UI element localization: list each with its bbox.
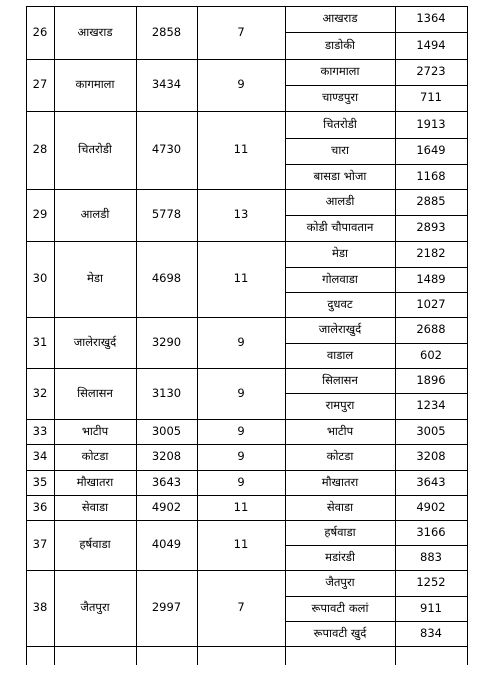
panchayat-name: सेवाडा [81,499,109,514]
village-name: मडांरडी [325,549,355,564]
ward-count: 9 [237,449,245,464]
panchayat-population: 3208 [151,449,182,464]
village-name: कोटडा [326,449,354,464]
village-name: डाडोकी [324,37,356,52]
panchayat-name: आलडी [80,207,110,222]
village-population: 2723 [416,64,446,79]
village-name: कागमाला [320,64,360,79]
panchayat-population: 3434 [151,77,182,92]
panchayat-population: 3130 [151,385,182,400]
ward-count: 9 [237,385,245,400]
village-population: 3005 [416,423,446,438]
village-population: 2182 [416,246,446,261]
village-population: 4902 [416,499,446,514]
village-population: 1252 [416,575,446,590]
village-name: सिलासन [322,372,358,387]
village-name: सेवाडा [326,499,354,514]
panchayat-name: चितरोडी [78,142,112,157]
serial-number: 34 [32,449,48,464]
panchayat-name: जालेराखुर्द [73,334,117,349]
ward-count: 11 [233,499,249,514]
panchayat-population: 3290 [151,334,182,349]
panchayat-population: 2997 [151,600,182,615]
village-name: बासडा भोजा [313,168,367,183]
village-name: गोलवाडा [322,271,358,286]
panchayat-name: मौखातरा [76,474,114,489]
village-population: 711 [420,90,442,105]
panchayat-name: आखराड [77,24,113,39]
serial-number: 31 [32,334,48,349]
serial-number: 35 [32,474,48,489]
village-name: आलडी [325,194,355,209]
village-population: 1913 [416,116,446,131]
serial-number: 37 [32,537,48,552]
serial-number: 30 [32,271,48,286]
panchayat-population: 4049 [151,537,182,552]
serial-number: 27 [32,77,48,92]
ward-count: 9 [237,334,245,349]
village-population: 3166 [416,524,446,539]
panchayat-name: कागमाला [75,77,115,92]
panchayat-population: 4698 [151,271,182,286]
serial-number: 33 [32,423,48,438]
ward-count: 11 [233,271,249,286]
village-population: 2885 [416,194,446,209]
village-population: 1896 [416,372,446,387]
serial-number: 28 [32,142,48,157]
village-name: जैतपुरा [325,575,355,590]
village-population: 1489 [416,271,446,286]
village-population: 883 [420,549,442,564]
village-population: 1364 [416,11,446,26]
ward-count: 9 [237,423,245,438]
serial-number: 26 [32,24,48,39]
village-name: कोडी चौपावतान [306,220,374,235]
village-population: 1168 [416,168,446,183]
village-population: 1234 [416,398,446,413]
village-name: जालेराखुर्द [318,322,362,337]
panchayat-name: कोटडा [81,449,109,464]
ward-count: 7 [237,600,245,615]
village-population: 3643 [416,474,446,489]
village-name: रूपावटी कलां [311,600,369,615]
village-name: मौखातरा [321,474,359,489]
village-population: 1494 [416,37,446,52]
panchayat-name: जैतपुरा [80,600,110,615]
serial-number: 32 [32,385,48,400]
panchayat-name: भाटीप [81,423,109,438]
serial-number: 29 [32,207,48,222]
village-population: 911 [420,600,442,615]
panchayat-population: 4730 [151,142,182,157]
panchayat-population: 2858 [151,24,182,39]
village-name: हर्षवाडा [324,524,356,539]
panchayat-population: 4902 [151,499,182,514]
village-population: 1027 [416,296,446,311]
village-population: 1649 [416,143,446,158]
ward-count: 11 [233,142,249,157]
ward-count: 13 [233,207,249,222]
village-name: चारा [331,143,349,158]
ward-count: 9 [237,474,245,489]
village-population: 2688 [416,322,446,337]
column-rule [467,6,468,665]
village-name: मेडा [331,246,348,261]
panchayat-name: हर्षवाडा [79,537,111,552]
village-name: दुधवट [327,296,353,311]
ward-count: 7 [237,24,245,39]
panchayat-population: 5778 [151,207,182,222]
panchayat-population: 3005 [151,423,182,438]
village-name: आखराड [322,11,358,26]
serial-number: 38 [32,600,48,615]
village-name: चाण्डपुरा [321,90,359,105]
ward-count: 9 [237,77,245,92]
village-name: रामपुरा [325,398,355,413]
village-population: 602 [420,347,442,362]
village-name: वाडाल [326,347,354,362]
ward-count: 11 [233,537,249,552]
village-name: चितरोडी [323,116,357,131]
village-name: रूपावटी खुर्द [313,625,367,640]
village-population: 2893 [416,220,446,235]
village-name: भाटीप [326,423,354,438]
village-population: 834 [420,625,442,640]
row-rule [26,646,468,647]
village-population: 3208 [416,449,446,464]
panchayat-name: मेडा [86,271,103,286]
panchayat-name: सिलासन [77,385,113,400]
panchayat-population: 3643 [151,474,182,489]
serial-number: 36 [32,499,48,514]
